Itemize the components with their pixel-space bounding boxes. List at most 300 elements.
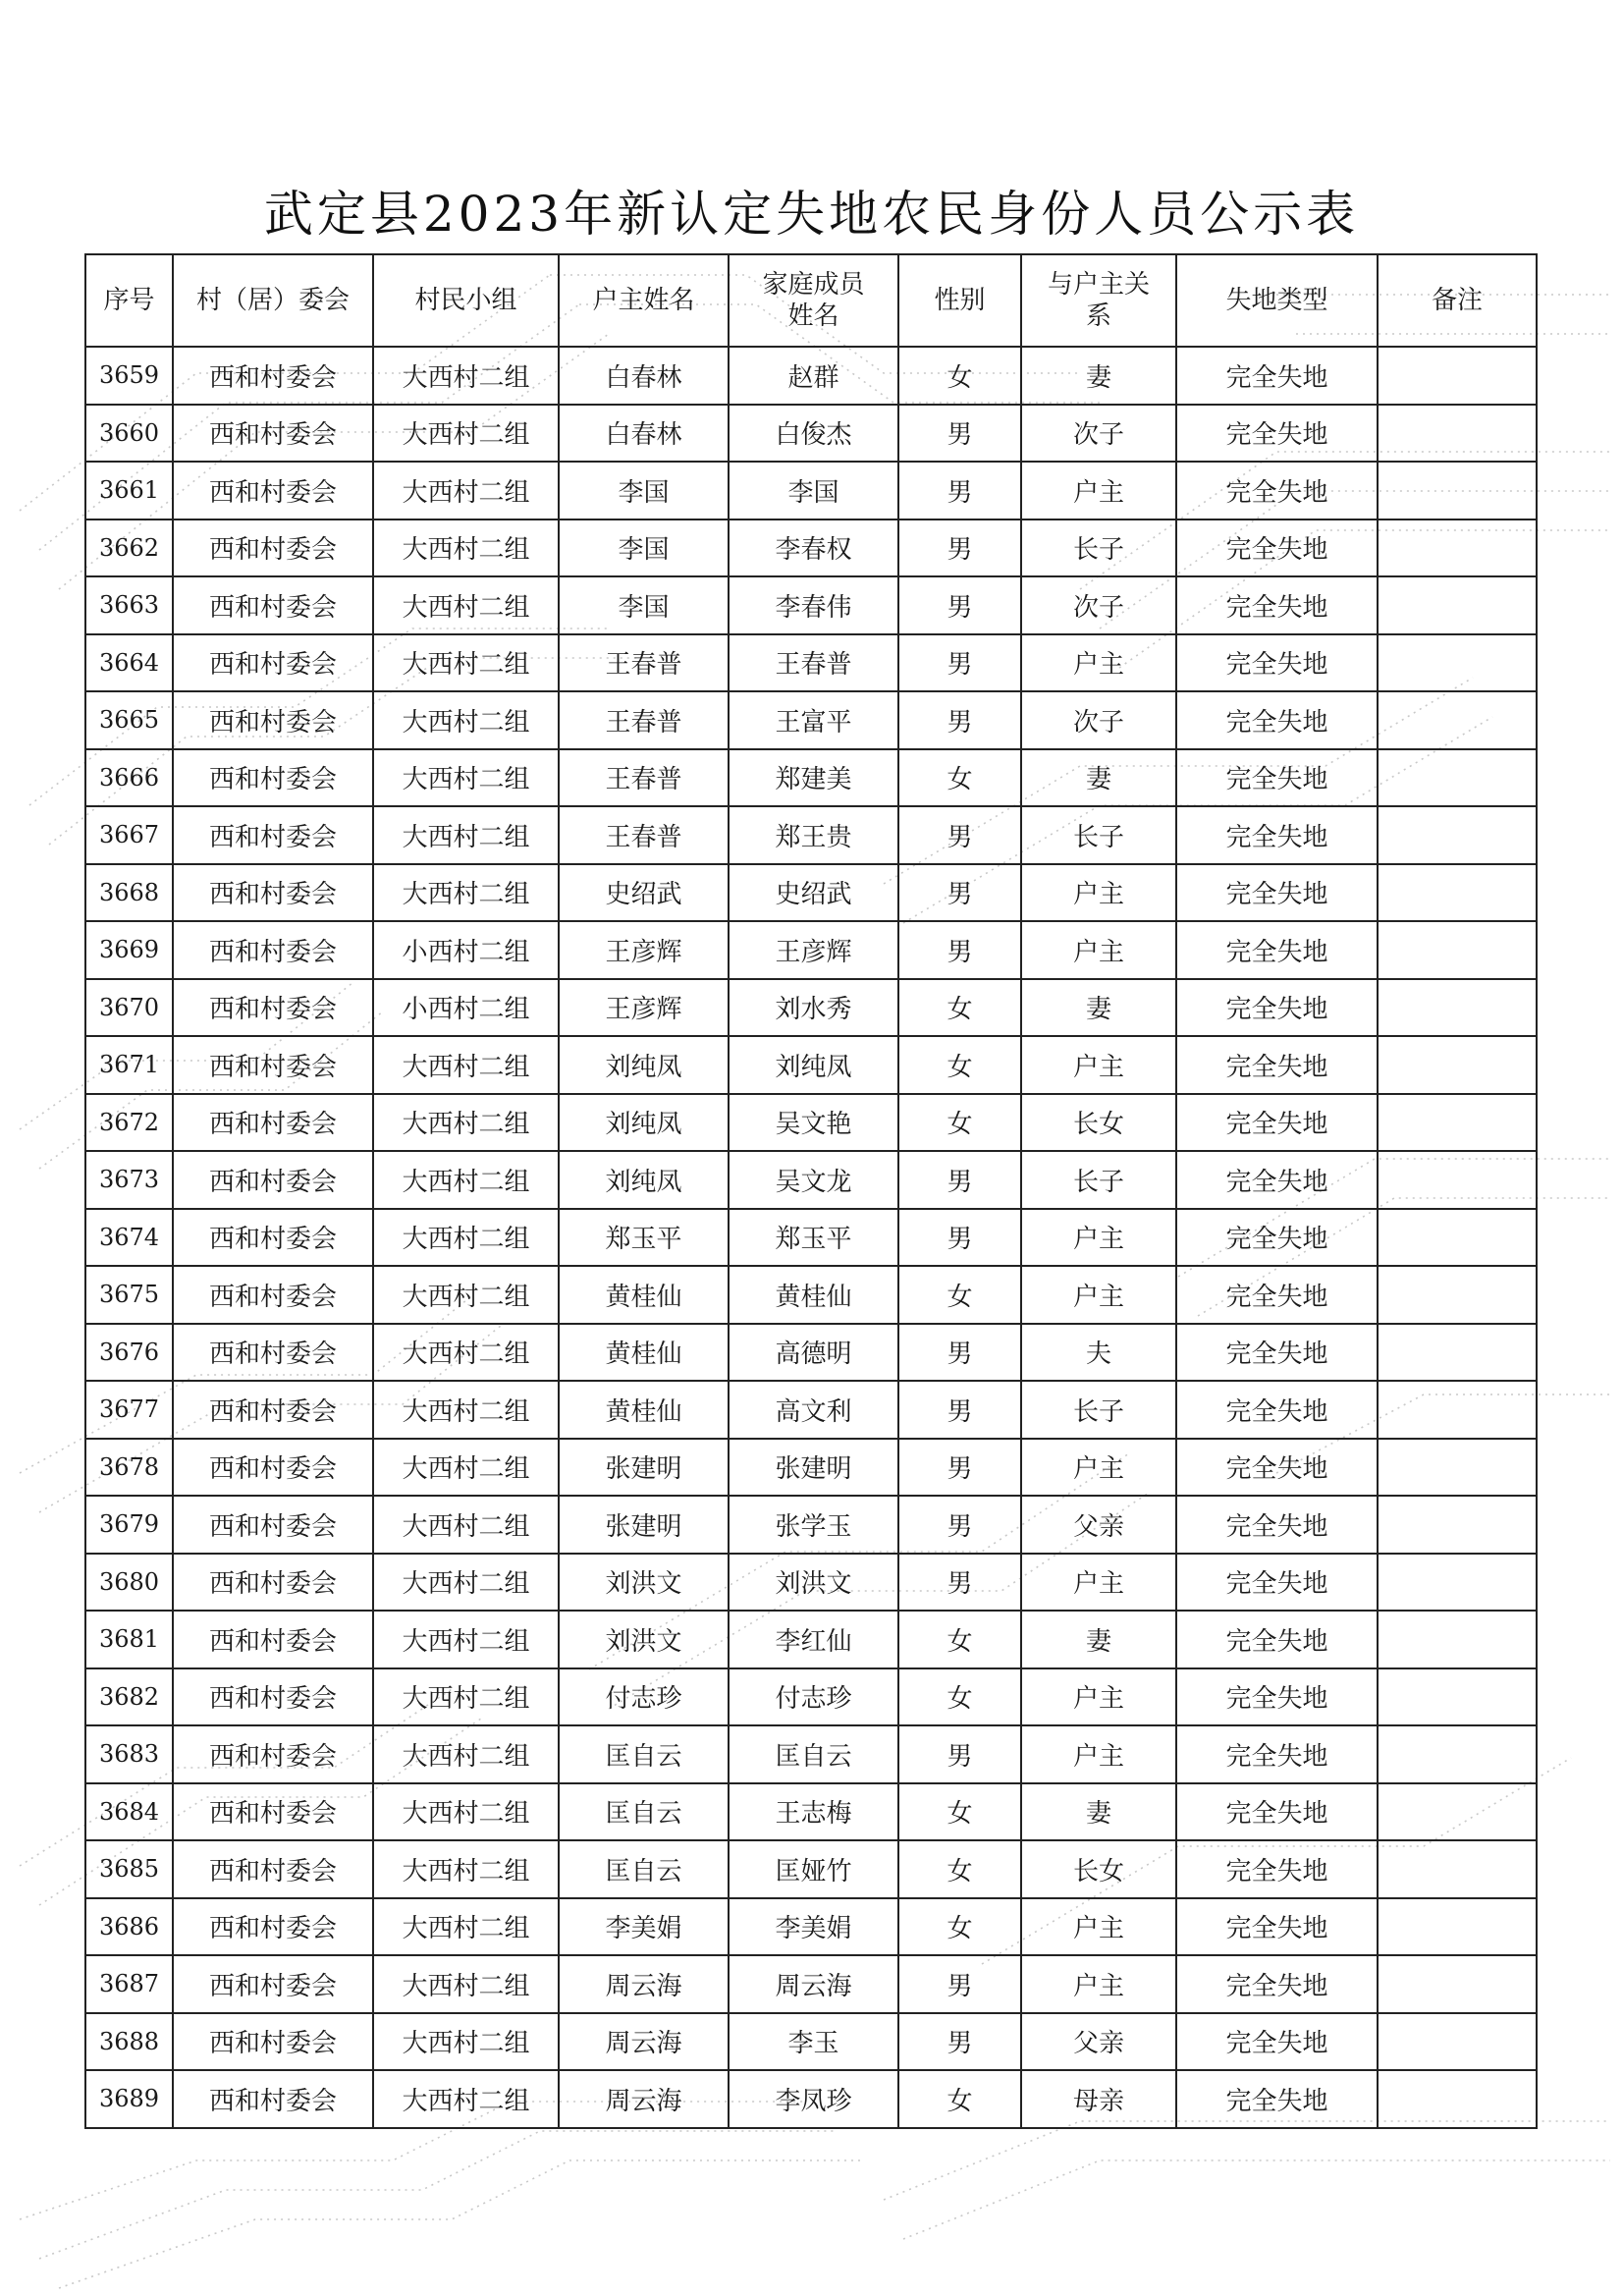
table-body — [85, 347, 1537, 2128]
cell-seq: 3674 — [85, 1209, 173, 1267]
cell-householder: 刘纯凤 — [559, 1151, 729, 1209]
header-member-line1: 家庭成员 — [762, 270, 865, 300]
cell-relation: 户主 — [1021, 1955, 1176, 2013]
cell-householder: 周云海 — [559, 1955, 729, 2013]
cell-land-type: 完全失地 — [1176, 1439, 1378, 1497]
cell-committee: 西和村委会 — [173, 1151, 373, 1209]
cell-member: 李春权 — [729, 519, 898, 577]
cell-committee: 西和村委会 — [173, 1496, 373, 1554]
cell-group: 大西村二组 — [373, 1898, 559, 1956]
cell-seq: 3678 — [85, 1439, 173, 1497]
cell-land-type: 完全失地 — [1176, 634, 1378, 692]
cell-remark — [1378, 864, 1537, 922]
cell-householder: 匡自云 — [559, 1840, 729, 1898]
cell-gender: 女 — [898, 1094, 1021, 1152]
table-row — [85, 1783, 1537, 1841]
cell-gender: 男 — [898, 576, 1021, 634]
cell-group: 大西村二组 — [373, 634, 559, 692]
cell-land-type: 完全失地 — [1176, 1151, 1378, 1209]
table-row — [85, 1266, 1537, 1324]
cell-householder: 白春林 — [559, 405, 729, 463]
cell-member: 周云海 — [729, 1955, 898, 2013]
cell-member: 王志梅 — [729, 1783, 898, 1841]
table-row — [85, 806, 1537, 864]
cell-seq: 3682 — [85, 1668, 173, 1726]
table-row — [85, 1554, 1537, 1612]
cell-committee: 西和村委会 — [173, 462, 373, 519]
cell-land-type: 完全失地 — [1176, 1898, 1378, 1956]
cell-remark — [1378, 347, 1537, 405]
table-row — [85, 921, 1537, 979]
cell-committee: 西和村委会 — [173, 1554, 373, 1612]
cell-remark — [1378, 1840, 1537, 1898]
cell-seq: 3668 — [85, 864, 173, 922]
cell-group: 大西村二组 — [373, 1611, 559, 1668]
cell-seq: 3683 — [85, 1725, 173, 1783]
cell-land-type: 完全失地 — [1176, 519, 1378, 577]
cell-gender: 男 — [898, 519, 1021, 577]
table-row — [85, 576, 1537, 634]
cell-householder: 黄桂仙 — [559, 1381, 729, 1439]
table-row — [85, 864, 1537, 922]
header-relation — [1021, 254, 1176, 347]
cell-relation: 夫 — [1021, 1324, 1176, 1382]
cell-group: 大西村二组 — [373, 1151, 559, 1209]
cell-seq: 3676 — [85, 1324, 173, 1382]
header-seq: 序号 — [85, 254, 173, 347]
cell-remark — [1378, 576, 1537, 634]
table-row — [85, 1611, 1537, 1668]
cell-remark — [1378, 1668, 1537, 1726]
cell-group: 大西村二组 — [373, 1266, 559, 1324]
cell-gender: 女 — [898, 1840, 1021, 1898]
header-remark: 备注 — [1378, 254, 1537, 347]
cell-gender: 女 — [898, 979, 1021, 1037]
cell-committee: 西和村委会 — [173, 1840, 373, 1898]
cell-group: 大西村二组 — [373, 1955, 559, 2013]
cell-gender: 女 — [898, 1611, 1021, 1668]
cell-land-type: 完全失地 — [1176, 405, 1378, 463]
cell-householder: 黄桂仙 — [559, 1324, 729, 1382]
table-row — [85, 1151, 1537, 1209]
cell-member: 郑建美 — [729, 749, 898, 807]
table-row — [85, 1955, 1537, 2013]
table-row — [85, 1725, 1537, 1783]
cell-householder: 郑玉平 — [559, 1209, 729, 1267]
cell-relation: 次子 — [1021, 576, 1176, 634]
cell-committee: 西和村委会 — [173, 691, 373, 749]
table-row — [85, 1036, 1537, 1094]
table-row — [85, 2013, 1537, 2071]
table-row — [85, 2070, 1537, 2128]
cell-seq: 3675 — [85, 1266, 173, 1324]
cell-remark — [1378, 1036, 1537, 1094]
table-row — [85, 1439, 1537, 1497]
cell-seq: 3672 — [85, 1094, 173, 1152]
table-row — [85, 405, 1537, 463]
cell-relation: 父亲 — [1021, 1496, 1176, 1554]
cell-seq: 3680 — [85, 1554, 173, 1612]
cell-land-type: 完全失地 — [1176, 1209, 1378, 1267]
cell-group: 大西村二组 — [373, 1439, 559, 1497]
cell-land-type: 完全失地 — [1176, 1840, 1378, 1898]
cell-remark — [1378, 1611, 1537, 1668]
cell-remark — [1378, 1209, 1537, 1267]
cell-committee: 西和村委会 — [173, 1783, 373, 1841]
cell-group: 大西村二组 — [373, 1496, 559, 1554]
cell-seq: 3662 — [85, 519, 173, 577]
cell-relation: 户主 — [1021, 462, 1176, 519]
cell-group: 大西村二组 — [373, 864, 559, 922]
cell-remark — [1378, 1324, 1537, 1382]
cell-gender: 女 — [898, 1898, 1021, 1956]
cell-gender: 男 — [898, 1151, 1021, 1209]
cell-land-type: 完全失地 — [1176, 1036, 1378, 1094]
table-row — [85, 519, 1537, 577]
cell-householder: 张建明 — [559, 1439, 729, 1497]
cell-land-type: 完全失地 — [1176, 1955, 1378, 2013]
cell-land-type: 完全失地 — [1176, 691, 1378, 749]
cell-remark — [1378, 1554, 1537, 1612]
cell-householder: 王彦辉 — [559, 979, 729, 1037]
cell-land-type: 完全失地 — [1176, 1783, 1378, 1841]
cell-group: 小西村二组 — [373, 921, 559, 979]
cell-seq: 3665 — [85, 691, 173, 749]
cell-group: 大西村二组 — [373, 347, 559, 405]
cell-member: 黄桂仙 — [729, 1266, 898, 1324]
table-row — [85, 634, 1537, 692]
cell-householder: 李国 — [559, 462, 729, 519]
cell-remark — [1378, 2013, 1537, 2071]
cell-gender: 男 — [898, 921, 1021, 979]
cell-member: 郑玉平 — [729, 1209, 898, 1267]
header-member-line2: 姓名 — [787, 301, 839, 331]
cell-remark — [1378, 1898, 1537, 1956]
cell-gender: 男 — [898, 691, 1021, 749]
cell-group: 大西村二组 — [373, 2070, 559, 2128]
cell-member: 白俊杰 — [729, 405, 898, 463]
roster-table — [84, 253, 1538, 2129]
cell-householder: 周云海 — [559, 2013, 729, 2071]
cell-member: 李玉 — [729, 2013, 898, 2071]
cell-remark — [1378, 405, 1537, 463]
cell-relation: 户主 — [1021, 1898, 1176, 1956]
cell-land-type: 完全失地 — [1176, 576, 1378, 634]
cell-remark — [1378, 519, 1537, 577]
cell-relation: 次子 — [1021, 691, 1176, 749]
cell-gender: 男 — [898, 1554, 1021, 1612]
cell-gender: 女 — [898, 347, 1021, 405]
cell-gender: 男 — [898, 1381, 1021, 1439]
cell-remark — [1378, 1381, 1537, 1439]
header-relation-line2: 系 — [1085, 301, 1111, 331]
cell-relation: 长子 — [1021, 1151, 1176, 1209]
cell-land-type: 完全失地 — [1176, 1554, 1378, 1612]
header-gender: 性别 — [898, 254, 1021, 347]
cell-gender: 男 — [898, 1324, 1021, 1382]
cell-member: 王富平 — [729, 691, 898, 749]
cell-committee: 西和村委会 — [173, 1209, 373, 1267]
cell-seq: 3663 — [85, 576, 173, 634]
cell-remark — [1378, 634, 1537, 692]
cell-committee: 西和村委会 — [173, 2013, 373, 2071]
table-row — [85, 749, 1537, 807]
cell-committee: 西和村委会 — [173, 1094, 373, 1152]
cell-householder: 李国 — [559, 519, 729, 577]
cell-group: 大西村二组 — [373, 1668, 559, 1726]
cell-relation: 长子 — [1021, 806, 1176, 864]
cell-member: 刘纯凤 — [729, 1036, 898, 1094]
cell-group: 大西村二组 — [373, 1094, 559, 1152]
cell-member: 刘水秀 — [729, 979, 898, 1037]
cell-householder: 白春林 — [559, 347, 729, 405]
cell-member: 吴文艳 — [729, 1094, 898, 1152]
cell-householder: 周云海 — [559, 2070, 729, 2128]
header-member — [729, 254, 898, 347]
cell-householder: 王春普 — [559, 691, 729, 749]
cell-group: 大西村二组 — [373, 749, 559, 807]
table-row — [85, 1668, 1537, 1726]
cell-seq: 3664 — [85, 634, 173, 692]
cell-remark — [1378, 806, 1537, 864]
table-row — [85, 1496, 1537, 1554]
cell-gender: 女 — [898, 749, 1021, 807]
cell-land-type: 完全失地 — [1176, 1668, 1378, 1726]
cell-householder: 付志珍 — [559, 1668, 729, 1726]
cell-member: 李红仙 — [729, 1611, 898, 1668]
cell-householder: 张建明 — [559, 1496, 729, 1554]
cell-householder: 刘纯凤 — [559, 1094, 729, 1152]
cell-relation: 户主 — [1021, 1725, 1176, 1783]
cell-committee: 西和村委会 — [173, 1611, 373, 1668]
cell-gender: 女 — [898, 1036, 1021, 1094]
cell-land-type: 完全失地 — [1176, 921, 1378, 979]
cell-group: 大西村二组 — [373, 576, 559, 634]
cell-relation: 父亲 — [1021, 2013, 1176, 2071]
cell-seq: 3669 — [85, 921, 173, 979]
cell-member: 吴文龙 — [729, 1151, 898, 1209]
table-row — [85, 1898, 1537, 1956]
cell-remark — [1378, 749, 1537, 807]
cell-householder: 刘纯凤 — [559, 1036, 729, 1094]
cell-seq: 3687 — [85, 1955, 173, 2013]
cell-group: 大西村二组 — [373, 1725, 559, 1783]
cell-member: 张学玉 — [729, 1496, 898, 1554]
cell-member: 张建明 — [729, 1439, 898, 1497]
cell-committee: 西和村委会 — [173, 806, 373, 864]
cell-relation: 妻 — [1021, 1783, 1176, 1841]
table-row — [85, 691, 1537, 749]
cell-remark — [1378, 1955, 1537, 2013]
cell-gender: 男 — [898, 462, 1021, 519]
cell-seq: 3670 — [85, 979, 173, 1037]
cell-group: 大西村二组 — [373, 1783, 559, 1841]
cell-committee: 西和村委会 — [173, 2070, 373, 2128]
cell-committee: 西和村委会 — [173, 979, 373, 1037]
cell-householder: 王春普 — [559, 806, 729, 864]
cell-committee: 西和村委会 — [173, 1036, 373, 1094]
cell-relation: 户主 — [1021, 1554, 1176, 1612]
cell-member: 高德明 — [729, 1324, 898, 1382]
cell-seq: 3671 — [85, 1036, 173, 1094]
cell-relation: 长女 — [1021, 1840, 1176, 1898]
cell-member: 高文利 — [729, 1381, 898, 1439]
cell-relation: 妻 — [1021, 979, 1176, 1037]
cell-seq: 3688 — [85, 2013, 173, 2071]
cell-committee: 西和村委会 — [173, 634, 373, 692]
cell-remark — [1378, 462, 1537, 519]
cell-land-type: 完全失地 — [1176, 2070, 1378, 2128]
cell-group: 大西村二组 — [373, 2013, 559, 2071]
cell-relation: 长子 — [1021, 1381, 1176, 1439]
cell-householder: 匡自云 — [559, 1783, 729, 1841]
cell-seq: 3686 — [85, 1898, 173, 1956]
cell-committee: 西和村委会 — [173, 1725, 373, 1783]
table-row — [85, 462, 1537, 519]
cell-member: 匡娅竹 — [729, 1840, 898, 1898]
cell-group: 大西村二组 — [373, 1381, 559, 1439]
cell-seq: 3660 — [85, 405, 173, 463]
cell-committee: 西和村委会 — [173, 1439, 373, 1497]
cell-relation: 长女 — [1021, 1094, 1176, 1152]
cell-remark — [1378, 1151, 1537, 1209]
cell-gender: 女 — [898, 2070, 1021, 2128]
cell-householder: 刘洪文 — [559, 1554, 729, 1612]
cell-remark — [1378, 1725, 1537, 1783]
cell-committee: 西和村委会 — [173, 1381, 373, 1439]
table-row — [85, 1840, 1537, 1898]
cell-gender: 男 — [898, 806, 1021, 864]
cell-householder: 匡自云 — [559, 1725, 729, 1783]
cell-member: 李凤珍 — [729, 2070, 898, 2128]
cell-land-type: 完全失地 — [1176, 1094, 1378, 1152]
cell-seq: 3689 — [85, 2070, 173, 2128]
cell-group: 大西村二组 — [373, 806, 559, 864]
cell-group: 大西村二组 — [373, 405, 559, 463]
cell-land-type: 完全失地 — [1176, 806, 1378, 864]
header-group: 村民小组 — [373, 254, 559, 347]
cell-relation: 长子 — [1021, 519, 1176, 577]
cell-seq: 3685 — [85, 1840, 173, 1898]
cell-relation: 户主 — [1021, 1439, 1176, 1497]
cell-committee: 西和村委会 — [173, 1324, 373, 1382]
cell-gender: 男 — [898, 1496, 1021, 1554]
cell-member: 王彦辉 — [729, 921, 898, 979]
cell-relation: 户主 — [1021, 864, 1176, 922]
cell-relation: 妻 — [1021, 1611, 1176, 1668]
cell-seq: 3684 — [85, 1783, 173, 1841]
cell-group: 大西村二组 — [373, 691, 559, 749]
cell-householder: 王彦辉 — [559, 921, 729, 979]
cell-gender: 男 — [898, 1725, 1021, 1783]
cell-committee: 西和村委会 — [173, 864, 373, 922]
cell-member: 王春普 — [729, 634, 898, 692]
cell-remark — [1378, 979, 1537, 1037]
header-committee: 村（居）委会 — [173, 254, 373, 347]
cell-householder: 李国 — [559, 576, 729, 634]
cell-seq: 3677 — [85, 1381, 173, 1439]
cell-gender: 男 — [898, 634, 1021, 692]
cell-householder: 王春普 — [559, 634, 729, 692]
cell-committee: 西和村委会 — [173, 576, 373, 634]
table-row — [85, 1209, 1537, 1267]
cell-relation: 妻 — [1021, 347, 1176, 405]
cell-remark — [1378, 1783, 1537, 1841]
cell-group: 大西村二组 — [373, 519, 559, 577]
cell-committee: 西和村委会 — [173, 1898, 373, 1956]
cell-gender: 男 — [898, 864, 1021, 922]
cell-remark — [1378, 1266, 1537, 1324]
cell-land-type: 完全失地 — [1176, 1496, 1378, 1554]
cell-group: 大西村二组 — [373, 1840, 559, 1898]
cell-relation: 户主 — [1021, 634, 1176, 692]
cell-committee: 西和村委会 — [173, 1668, 373, 1726]
cell-land-type: 完全失地 — [1176, 1381, 1378, 1439]
cell-householder: 史绍武 — [559, 864, 729, 922]
cell-land-type: 完全失地 — [1176, 2013, 1378, 2071]
cell-land-type: 完全失地 — [1176, 1611, 1378, 1668]
cell-member: 郑王贵 — [729, 806, 898, 864]
cell-committee: 西和村委会 — [173, 347, 373, 405]
cell-land-type: 完全失地 — [1176, 1725, 1378, 1783]
page-title: 武定县2023年新认定失地农民身份人员公示表 — [263, 186, 1360, 243]
cell-member: 李美娟 — [729, 1898, 898, 1956]
cell-gender: 女 — [898, 1266, 1021, 1324]
cell-relation: 母亲 — [1021, 2070, 1176, 2128]
cell-member: 刘洪文 — [729, 1554, 898, 1612]
header-land-type: 失地类型 — [1176, 254, 1378, 347]
cell-householder: 李美娟 — [559, 1898, 729, 1956]
cell-committee: 西和村委会 — [173, 921, 373, 979]
cell-remark — [1378, 691, 1537, 749]
cell-seq: 3666 — [85, 749, 173, 807]
cell-committee: 西和村委会 — [173, 1266, 373, 1324]
cell-group: 大西村二组 — [373, 1324, 559, 1382]
header-row — [85, 254, 1537, 347]
table-row — [85, 1094, 1537, 1152]
cell-remark — [1378, 1094, 1537, 1152]
cell-relation: 次子 — [1021, 405, 1176, 463]
cell-seq: 3659 — [85, 347, 173, 405]
cell-land-type: 完全失地 — [1176, 347, 1378, 405]
cell-member: 李春伟 — [729, 576, 898, 634]
cell-committee: 西和村委会 — [173, 749, 373, 807]
cell-gender: 男 — [898, 1955, 1021, 2013]
cell-relation: 户主 — [1021, 921, 1176, 979]
cell-land-type: 完全失地 — [1176, 1324, 1378, 1382]
cell-seq: 3681 — [85, 1611, 173, 1668]
cell-land-type: 完全失地 — [1176, 864, 1378, 922]
table-row — [85, 347, 1537, 405]
cell-remark — [1378, 1496, 1537, 1554]
header-relation-line1: 与户主关 — [1047, 270, 1150, 300]
cell-seq: 3673 — [85, 1151, 173, 1209]
cell-group: 小西村二组 — [373, 979, 559, 1037]
cell-householder: 刘洪文 — [559, 1611, 729, 1668]
cell-relation: 户主 — [1021, 1668, 1176, 1726]
cell-land-type: 完全失地 — [1176, 462, 1378, 519]
cell-member: 赵群 — [729, 347, 898, 405]
cell-seq: 3679 — [85, 1496, 173, 1554]
cell-land-type: 完全失地 — [1176, 1266, 1378, 1324]
cell-land-type: 完全失地 — [1176, 749, 1378, 807]
cell-relation: 户主 — [1021, 1209, 1176, 1267]
cell-gender: 男 — [898, 1209, 1021, 1267]
cell-member: 李国 — [729, 462, 898, 519]
cell-group: 大西村二组 — [373, 462, 559, 519]
cell-group: 大西村二组 — [373, 1036, 559, 1094]
cell-seq: 3661 — [85, 462, 173, 519]
